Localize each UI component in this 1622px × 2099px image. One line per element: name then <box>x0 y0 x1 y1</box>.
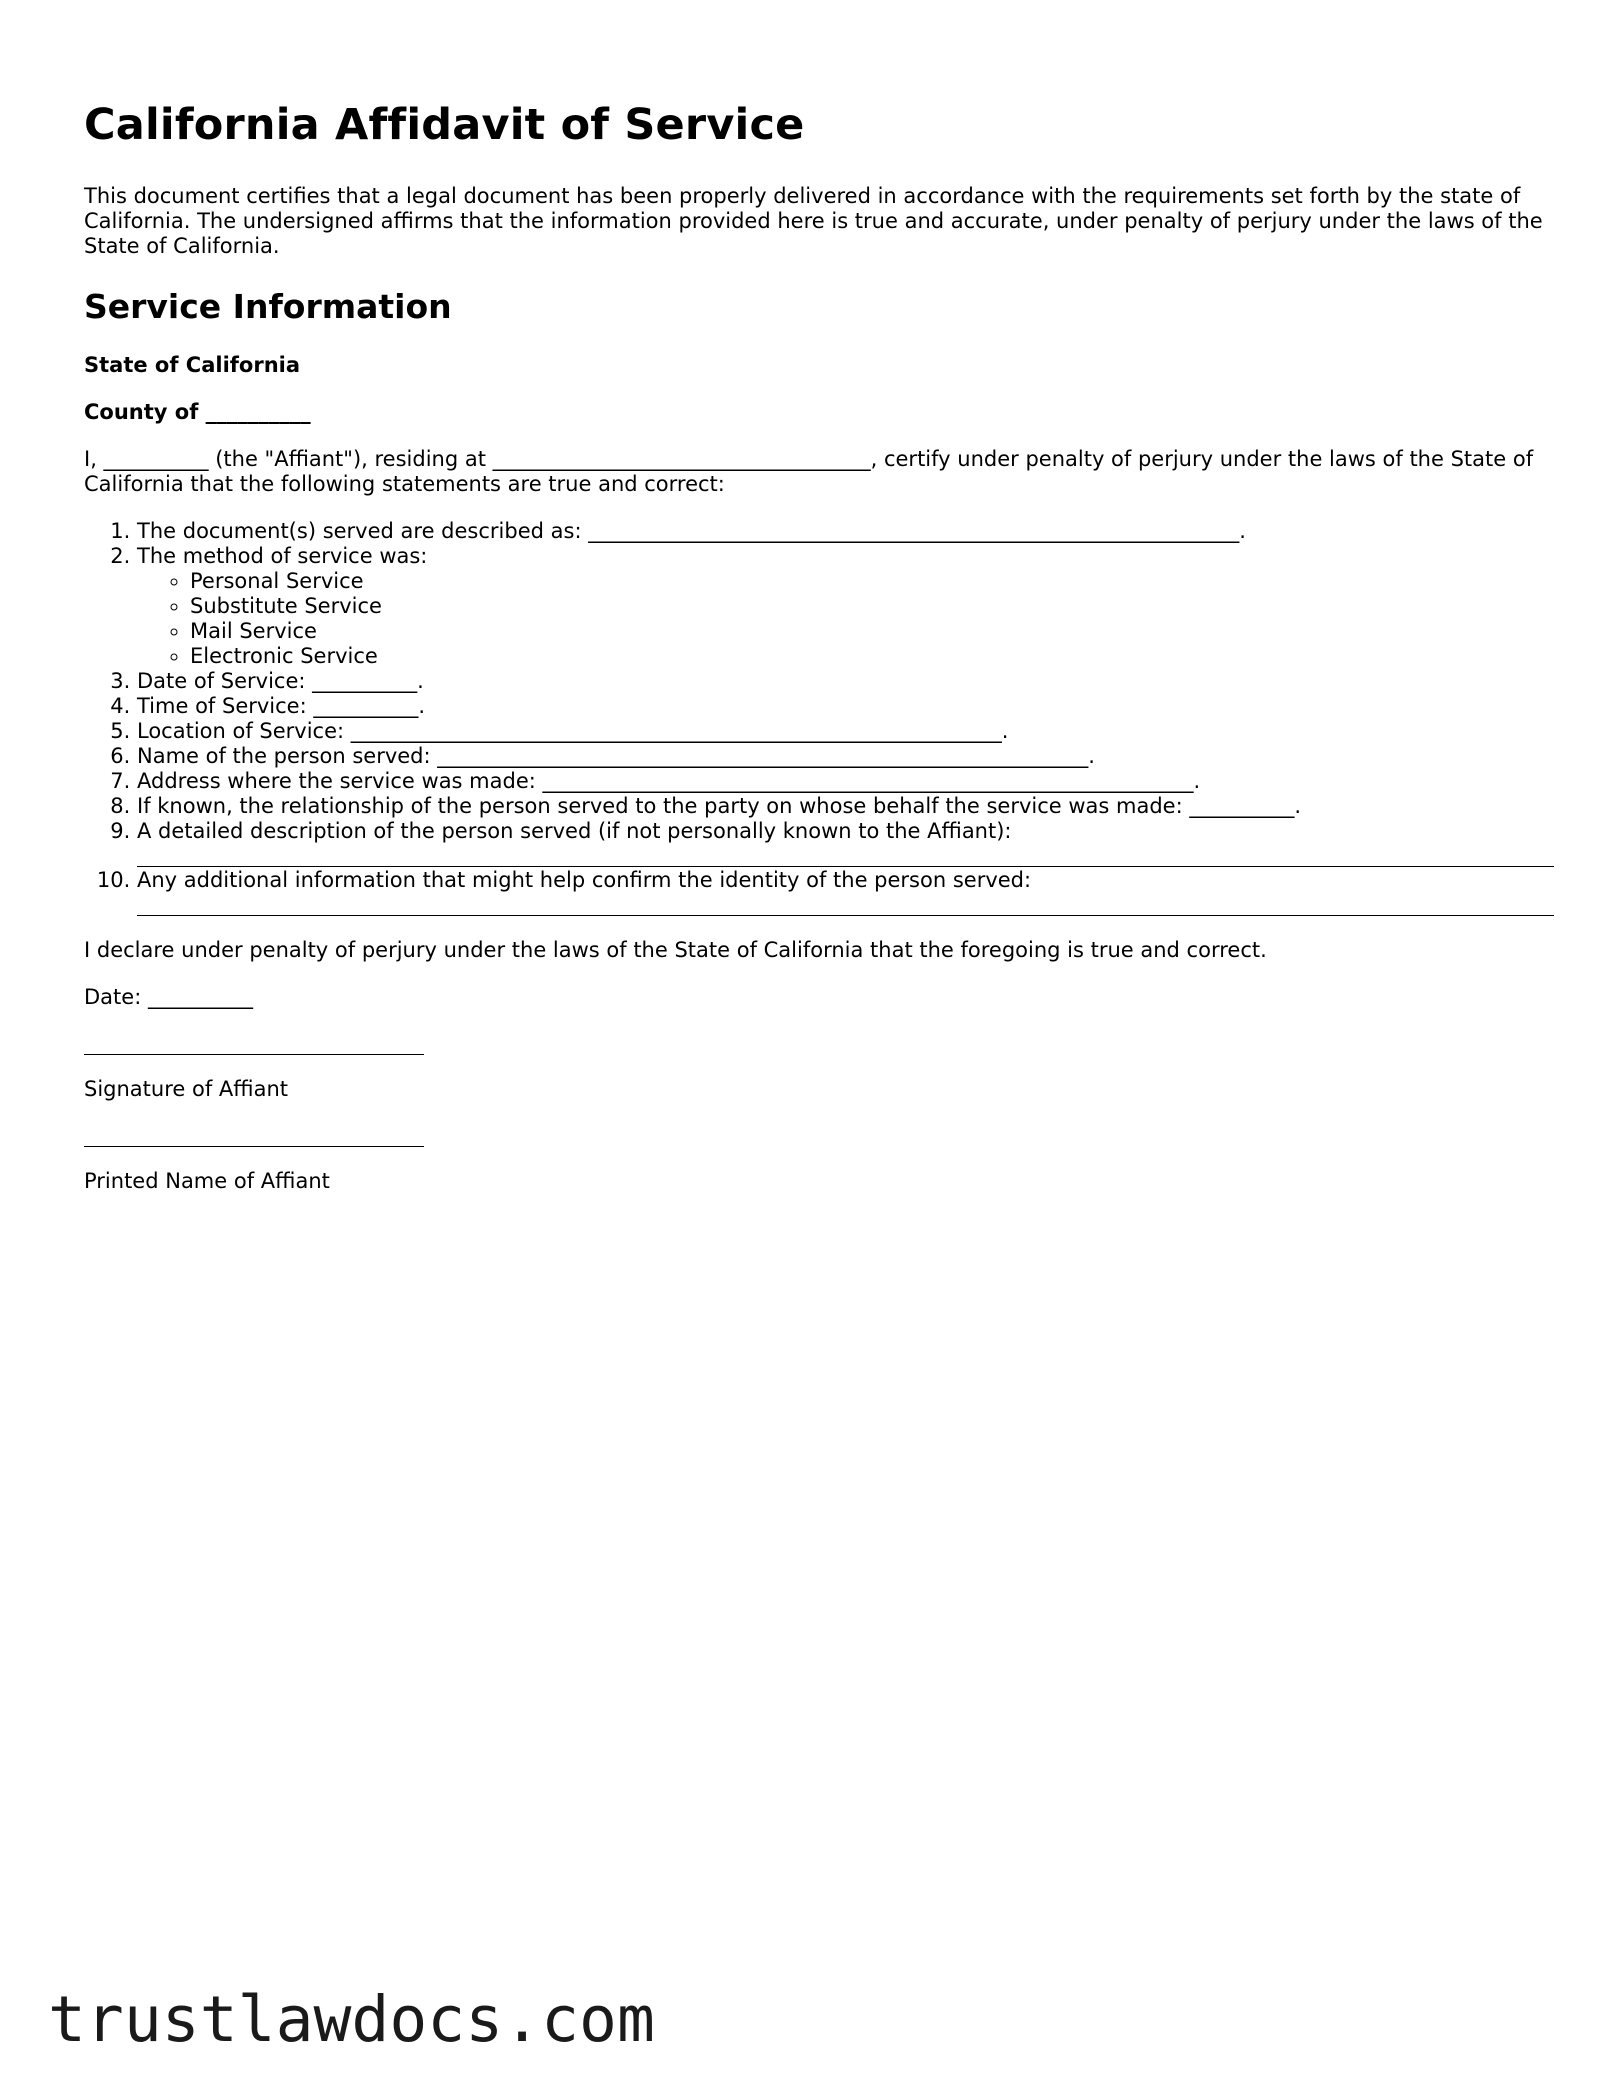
method-item: ◦ Substitute Service <box>190 594 1554 619</box>
method-item: ◦ Mail Service <box>190 619 1554 644</box>
item-text: Address where the service was made: ______________________________________________________________. <box>137 769 1201 793</box>
affiant-statement: I, __________ (the "Affiant"), residing at ____________________________________, certify under penalty of perjury under the laws of the State of California that the following statements are true and correct: <box>84 447 1534 496</box>
printed-name-blank-line <box>84 1124 424 1147</box>
statements-list <box>84 519 1554 916</box>
item-text: Date of Service: __________. <box>137 669 424 693</box>
section-heading: Service Information <box>84 287 452 326</box>
list-item <box>137 669 1554 694</box>
list-item <box>137 694 1554 719</box>
state-line: State of California <box>84 353 301 377</box>
additional-info-blank-line <box>137 893 1554 916</box>
signature-blank-line <box>84 1032 424 1055</box>
item-text: Name of the person served: ______________________________________________________________. <box>137 744 1095 768</box>
method-item: ◦ Electronic Service <box>190 644 1554 669</box>
printed-name-label: Printed Name of Affiant <box>84 1169 330 1193</box>
item-text: The document(s) served are described as: ______________________________________________________________. <box>137 519 1246 543</box>
item-text: Location of Service: ______________________________________________________________. <box>137 719 1009 743</box>
intro-paragraph: This document certifies that a legal document has been properly delivered in accordance with the requirements set forth by the state of California. The undersigned affirms that the information provided here is true and accurate, under penalty of perjury under the laws of the State of California. <box>84 184 1543 258</box>
service-methods-list <box>137 569 1554 669</box>
item-text: Any additional information that might help confirm the identity of the person served: <box>137 868 1032 892</box>
item-text: A detailed description of the person served (if not personally known to the Affiant): <box>137 819 1012 843</box>
date-line: Date: __________ <box>84 985 253 1009</box>
document-page <box>84 96 1554 1216</box>
list-item <box>137 794 1554 819</box>
item-text: Time of Service: __________. <box>137 694 426 718</box>
county-line: County of __________ <box>84 400 311 424</box>
list-item <box>137 519 1554 544</box>
list-item <box>137 544 1554 669</box>
method-item: ◦ Personal Service <box>190 569 1554 594</box>
description-blank-line <box>137 844 1554 867</box>
watermark-text: trustlawdocs.com <box>48 1983 655 2056</box>
list-item <box>137 819 1554 867</box>
list-item <box>137 744 1554 769</box>
item-text: The method of service was: <box>137 544 428 568</box>
document-title: California Affidavit of Service <box>84 100 805 150</box>
item-text: If known, the relationship of the person served to the party on whose behalf the service was made: __________. <box>137 794 1302 818</box>
list-item <box>137 769 1554 794</box>
list-item <box>137 719 1554 744</box>
list-item <box>137 868 1554 916</box>
signature-label: Signature of Affiant <box>84 1077 288 1101</box>
declaration-text: I declare under penalty of perjury under the laws of the State of California that the foregoing is true and correct. <box>84 938 1267 962</box>
